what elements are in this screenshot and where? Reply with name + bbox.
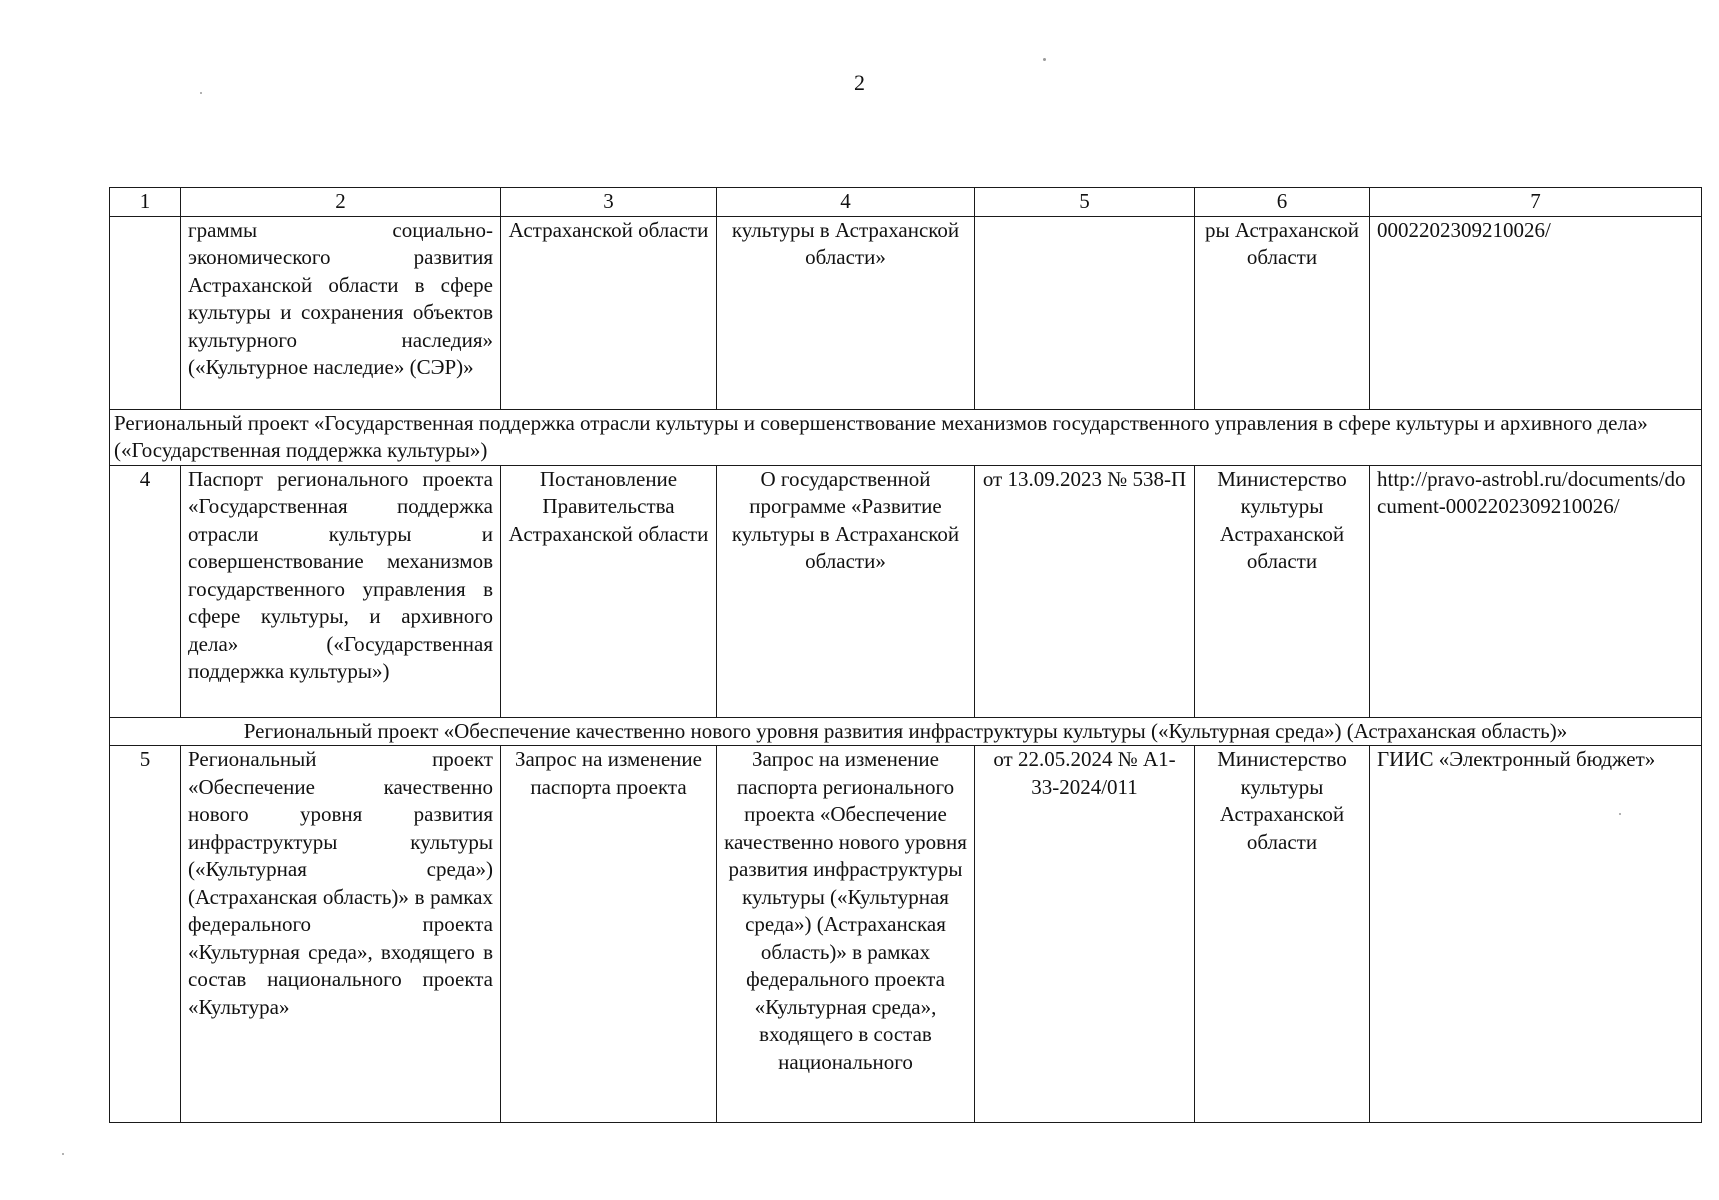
row-number-cell: 4 — [110, 465, 181, 717]
document-title-cell — [717, 746, 975, 1123]
column-number-row — [110, 188, 1702, 217]
issuing-body-cell: ры Астраханской области — [1195, 216, 1370, 409]
document-name-cell: Паспорт регионального проекта «Государственная поддержка отрасли культуры и совершенствование механизмов государственного управления в сфере культуры, и архивного дела» («Государственная поддержка культуры») — [181, 465, 501, 717]
document-title-cell: культуры в Астраханской области» — [717, 216, 975, 409]
column-number: 6 — [1195, 188, 1370, 217]
column-number: 4 — [717, 188, 975, 217]
issuing-body-cell: Министерство культуры Астраханской области — [1195, 746, 1370, 1123]
section-row — [110, 409, 1702, 465]
row-number-cell — [110, 216, 181, 409]
document-name-cell: Региональный проект «Обеспечение качественно нового уровня развития инфраструктуры культуры («Культурная среда») (Астраханская область)» в рамках федерального проекта «Культурная среда», входящего в состав национального проекта «Культура» — [181, 746, 501, 1123]
column-number: 5 — [975, 188, 1195, 217]
document-type-cell: Запрос на изменение паспорта проекта — [501, 746, 717, 1123]
page-number: 2 — [854, 70, 865, 95]
column-number: 3 — [501, 188, 717, 217]
document-table — [109, 187, 1702, 1123]
column-number: 7 — [1370, 188, 1702, 217]
document-name-cell: граммы социально-экономического развития Астраханской области в сфере культуры и сохранения объектов культурного наследия» («Культурное наследие» (СЭР)» — [181, 216, 501, 409]
source-link[interactable]: http://pravo-astrobl.ru/documents/document-0002202309210026/ — [1370, 465, 1702, 717]
row-number-cell: 5 — [110, 746, 181, 1123]
section-row — [110, 717, 1702, 746]
document-date-cell: от 22.05.2024 № А1-33-2024/011 — [975, 746, 1195, 1123]
column-number: 1 — [110, 188, 181, 217]
document-date-cell: от 13.09.2023 № 538-П — [975, 465, 1195, 717]
document-type-cell: Постановление Правительства Астраханской области — [501, 465, 717, 717]
table-row — [110, 216, 1702, 409]
document-date-cell — [975, 216, 1195, 409]
table-row — [110, 465, 1702, 717]
source-cell: 0002202309210026/ — [1370, 216, 1702, 409]
scan-speck — [62, 1153, 64, 1155]
section-title: Региональный проект «Государственная поддержка отрасли культуры и совершенствование механизмов государственного управления в сфере культуры и архивного дела» («Государственная поддержка культуры») — [110, 409, 1702, 465]
table-row — [110, 746, 1702, 1123]
section-title: Региональный проект «Обеспечение качественно нового уровня развития инфраструктуры культуры («Культурная среда») (Астраханская область)» — [110, 717, 1702, 746]
issuing-body-cell: Министерство культуры Астраханской области — [1195, 465, 1370, 717]
document-type-cell: Астраханской области — [501, 216, 717, 409]
column-number: 2 — [181, 188, 501, 217]
document-title-cell: О государственной программе «Развитие культуры в Астраханской области» — [717, 465, 975, 717]
scan-speck — [200, 92, 202, 94]
document-title-text: Запрос на изменение паспорта регионального проекта «Обеспечение качественно нового уровня развития инфраструктуры культуры («Культурная среда») (Астраханская область)» в рамках федерального проекта «Культурная среда», входящего в состав национального — [724, 747, 967, 1074]
scan-speck — [1043, 58, 1046, 61]
source-cell: ГИИС «Электронный бюджет» — [1370, 746, 1702, 1123]
